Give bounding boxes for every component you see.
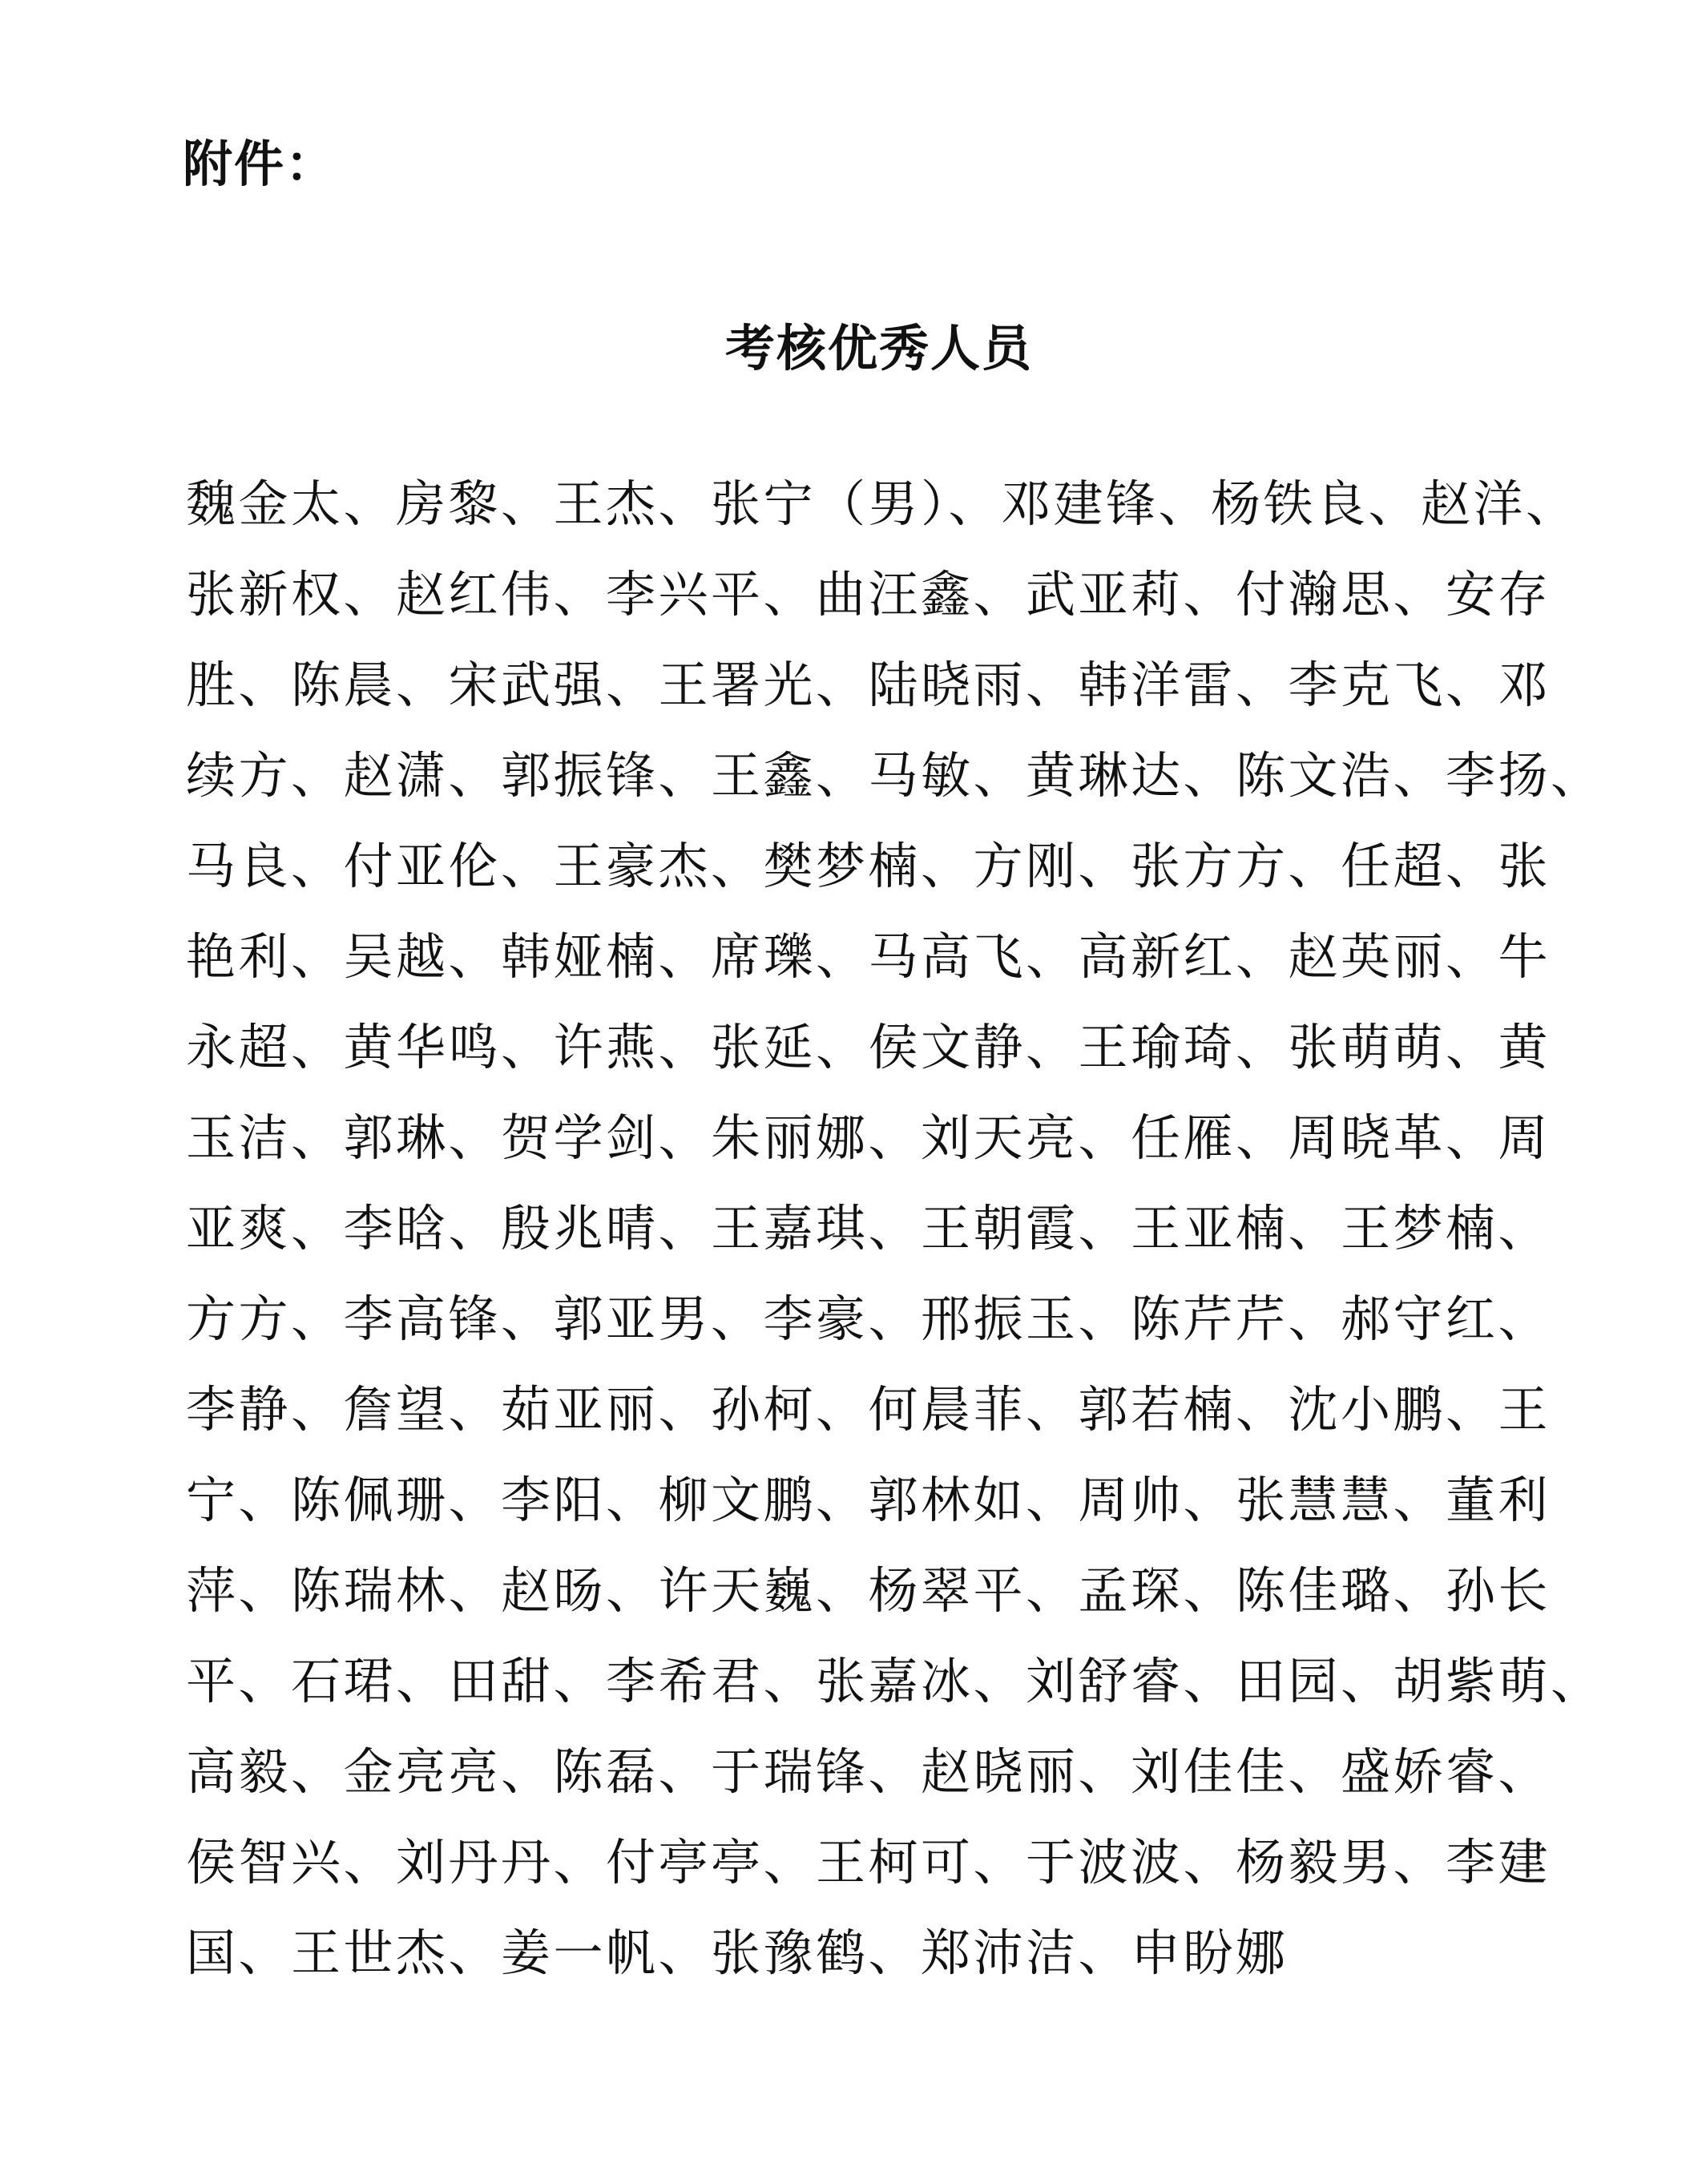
name-line: 方方、李高锋、郭亚男、李豪、邢振玉、陈芹芹、郝守红、 [186, 1290, 1551, 1348]
attachment-label: 附件： [183, 135, 337, 193]
name-line: 宁、陈佩珊、李阳、柳文鹏、郭林如、周帅、张慧慧、董利 [186, 1471, 1551, 1529]
name-line: 艳利、吴越、韩娅楠、席瓅、马高飞、高新红、赵英丽、牛 [186, 927, 1551, 986]
name-line: 张新权、赵红伟、李兴平、曲汪鑫、武亚莉、付瀚思、安存 [186, 565, 1551, 624]
name-line: 玉洁、郭琳、贺学剑、朱丽娜、刘天亮、任雁、周晓革、周 [186, 1108, 1551, 1167]
name-line: 高毅、金亮亮、陈磊、于瑞锋、赵晓丽、刘佳佳、盛娇睿、 [186, 1742, 1551, 1801]
name-line: 侯智兴、刘丹丹、付亭亭、王柯可、于波波、杨毅男、李建 [186, 1833, 1551, 1891]
name-line: 马良、付亚伦、王豪杰、樊梦楠、方刚、张方方、任超、张 [186, 837, 1551, 895]
document-title: 考核优秀人员 [724, 319, 1033, 377]
name-line: 续方、赵潇、郭振锋、王鑫、马敏、黄琳达、陈文浩、李扬、 [186, 746, 1603, 805]
name-line: 平、石珺、田甜、李希君、张嘉冰、刘舒睿、田园、胡紫萌、 [186, 1652, 1603, 1710]
name-line: 国、王世杰、姜一帆、张豫鹤、郑沛洁、申盼娜 [186, 1924, 1289, 1982]
name-line: 胜、陈晨、宋武强、王署光、陆晓雨、韩洋雷、李克飞、邓 [186, 656, 1551, 714]
name-line: 永超、黄华鸣、许燕、张延、侯文静、王瑜琦、张萌萌、黄 [186, 1018, 1551, 1076]
name-line: 魏金太、房黎、王杰、张宁（男）、邓建锋、杨铁良、赵洋、 [186, 474, 1579, 533]
name-line: 亚爽、李晗、殷兆晴、王嘉琪、王朝霞、王亚楠、王梦楠、 [186, 1199, 1551, 1258]
name-line: 李静、詹望、茹亚丽、孙柯、何晨菲、郭若楠、沈小鹏、王 [186, 1380, 1551, 1439]
name-line: 萍、陈瑞林、赵旸、许天巍、杨翠平、孟琛、陈佳璐、孙长 [186, 1561, 1551, 1620]
name-list [186, 458, 1603, 1998]
